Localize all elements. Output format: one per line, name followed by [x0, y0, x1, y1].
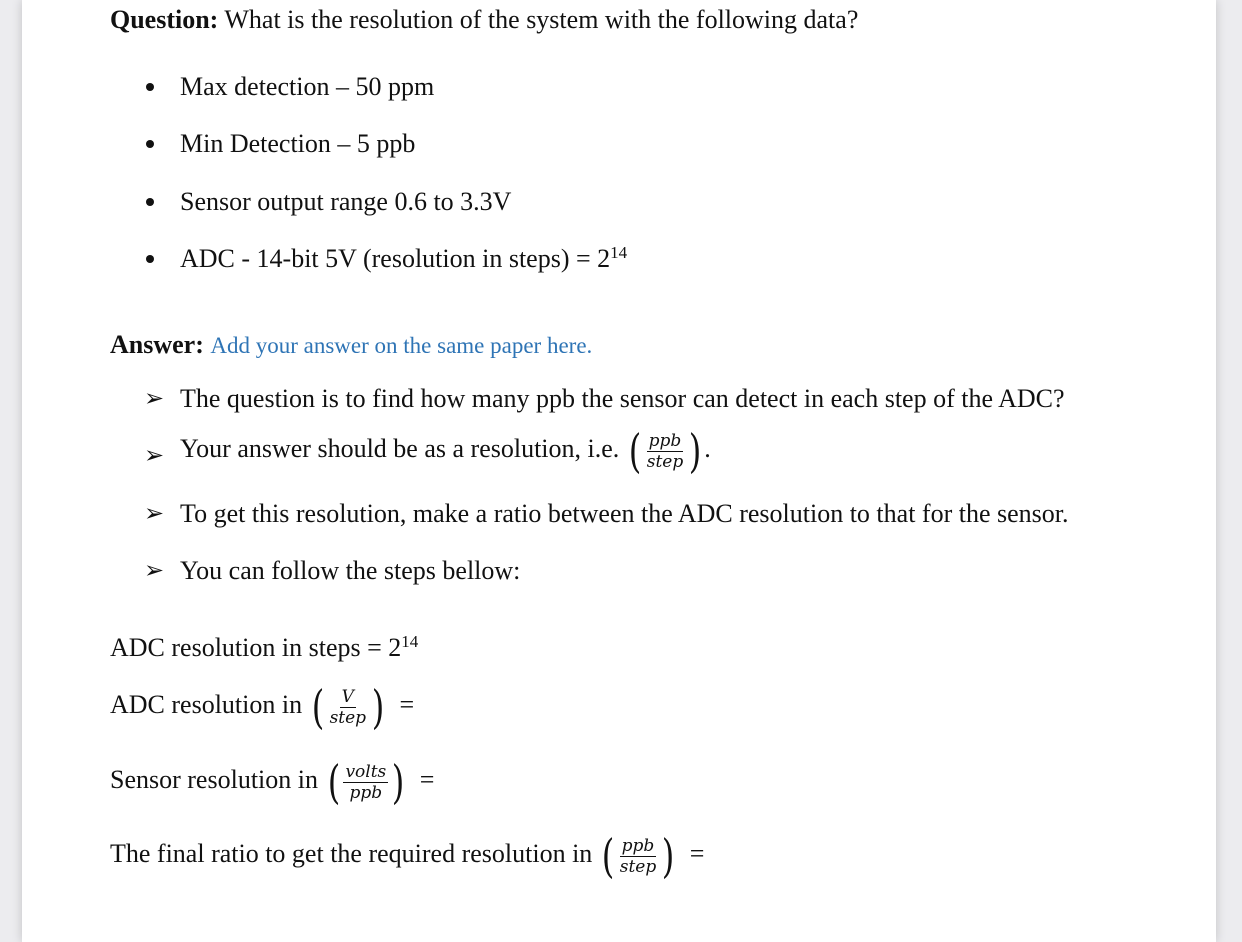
fraction-denominator: step [646, 451, 684, 472]
step-line [110, 829, 705, 883]
step-line [110, 680, 415, 734]
step-line [110, 755, 435, 809]
arrow-item: You can follow the steps bellow: [180, 556, 521, 585]
step-text: ADC resolution in steps = 2 [110, 633, 402, 662]
arrow-item: To get this resolution, make a ratio between the ADC resolution to that for the sensor. [180, 499, 1069, 528]
exponent: 14 [401, 632, 419, 651]
bullet-dot [146, 255, 154, 263]
step-text: ADC resolution in [110, 689, 303, 719]
exponent: 14 [610, 243, 628, 262]
bullet-dot [146, 140, 154, 148]
list-item: Sensor output range 0.6 to 3.3V [180, 187, 512, 216]
fraction-denominator: step [619, 856, 657, 877]
list-item-text: ADC - 14-bit 5V (resolution in steps) = 2 [180, 244, 611, 273]
fraction-denominator: ppb [349, 782, 383, 803]
step-text: The final ratio to get the required resolution in [110, 838, 593, 868]
arrow-bullet-icon: ➢ [144, 499, 165, 527]
step-line [110, 633, 418, 663]
list-item [180, 244, 627, 274]
question-text: What is the resolution of the system with the following data? [224, 5, 859, 34]
fraction-ppb-per-step: ( $\frac{\text{ppb}}{\text{step}}$ ) [628, 424, 702, 478]
question-label: Question: [110, 5, 219, 34]
answer-line [110, 330, 592, 361]
list-item: Min Detection – 5 ppb [180, 129, 416, 158]
arrow-bullet-icon: ➢ [144, 441, 165, 469]
arrow-item: The question is to find how many ppb the sensor can detect in each step of the ADC? [180, 384, 1065, 413]
arrow-bullet-icon: ➢ [144, 384, 165, 412]
equals-sign: = [399, 689, 415, 719]
answer-input-prompt[interactable]: Add your answer on the same paper here. [210, 333, 593, 358]
question-line [110, 5, 858, 35]
arrow-bullet-icon: ➢ [144, 556, 165, 584]
fraction-v-per-step: ( $\frac{V}{\text{step}}$ ) [311, 680, 385, 734]
fraction-ppb-per-step: ( $\frac{\text{ppb}}{\text{step}}$ ) [601, 829, 675, 883]
bullet-dot [146, 83, 154, 91]
trailing-period: . [704, 433, 711, 463]
bullet-dot [146, 198, 154, 206]
document-page [22, 0, 1216, 942]
fraction-denominator: step [329, 707, 367, 728]
answer-label: Answer: [110, 330, 204, 359]
fraction-numerator: ppb [621, 835, 655, 856]
fraction-volts-per-ppb: ( $\frac{\text{volts}}{\text{ppb}}$ ) [327, 755, 405, 809]
fraction-numerator: volts [345, 761, 387, 782]
arrow-item-text: Your answer should be as a resolution, i.e. [180, 433, 620, 463]
arrow-item [180, 424, 711, 478]
equals-sign: = [689, 838, 705, 868]
fraction-numerator: ppb [648, 430, 682, 451]
equals-sign: = [419, 764, 435, 794]
step-text: Sensor resolution in [110, 764, 318, 794]
fraction-numerator: V [341, 686, 354, 707]
list-item: Max detection – 50 ppm [180, 72, 435, 101]
